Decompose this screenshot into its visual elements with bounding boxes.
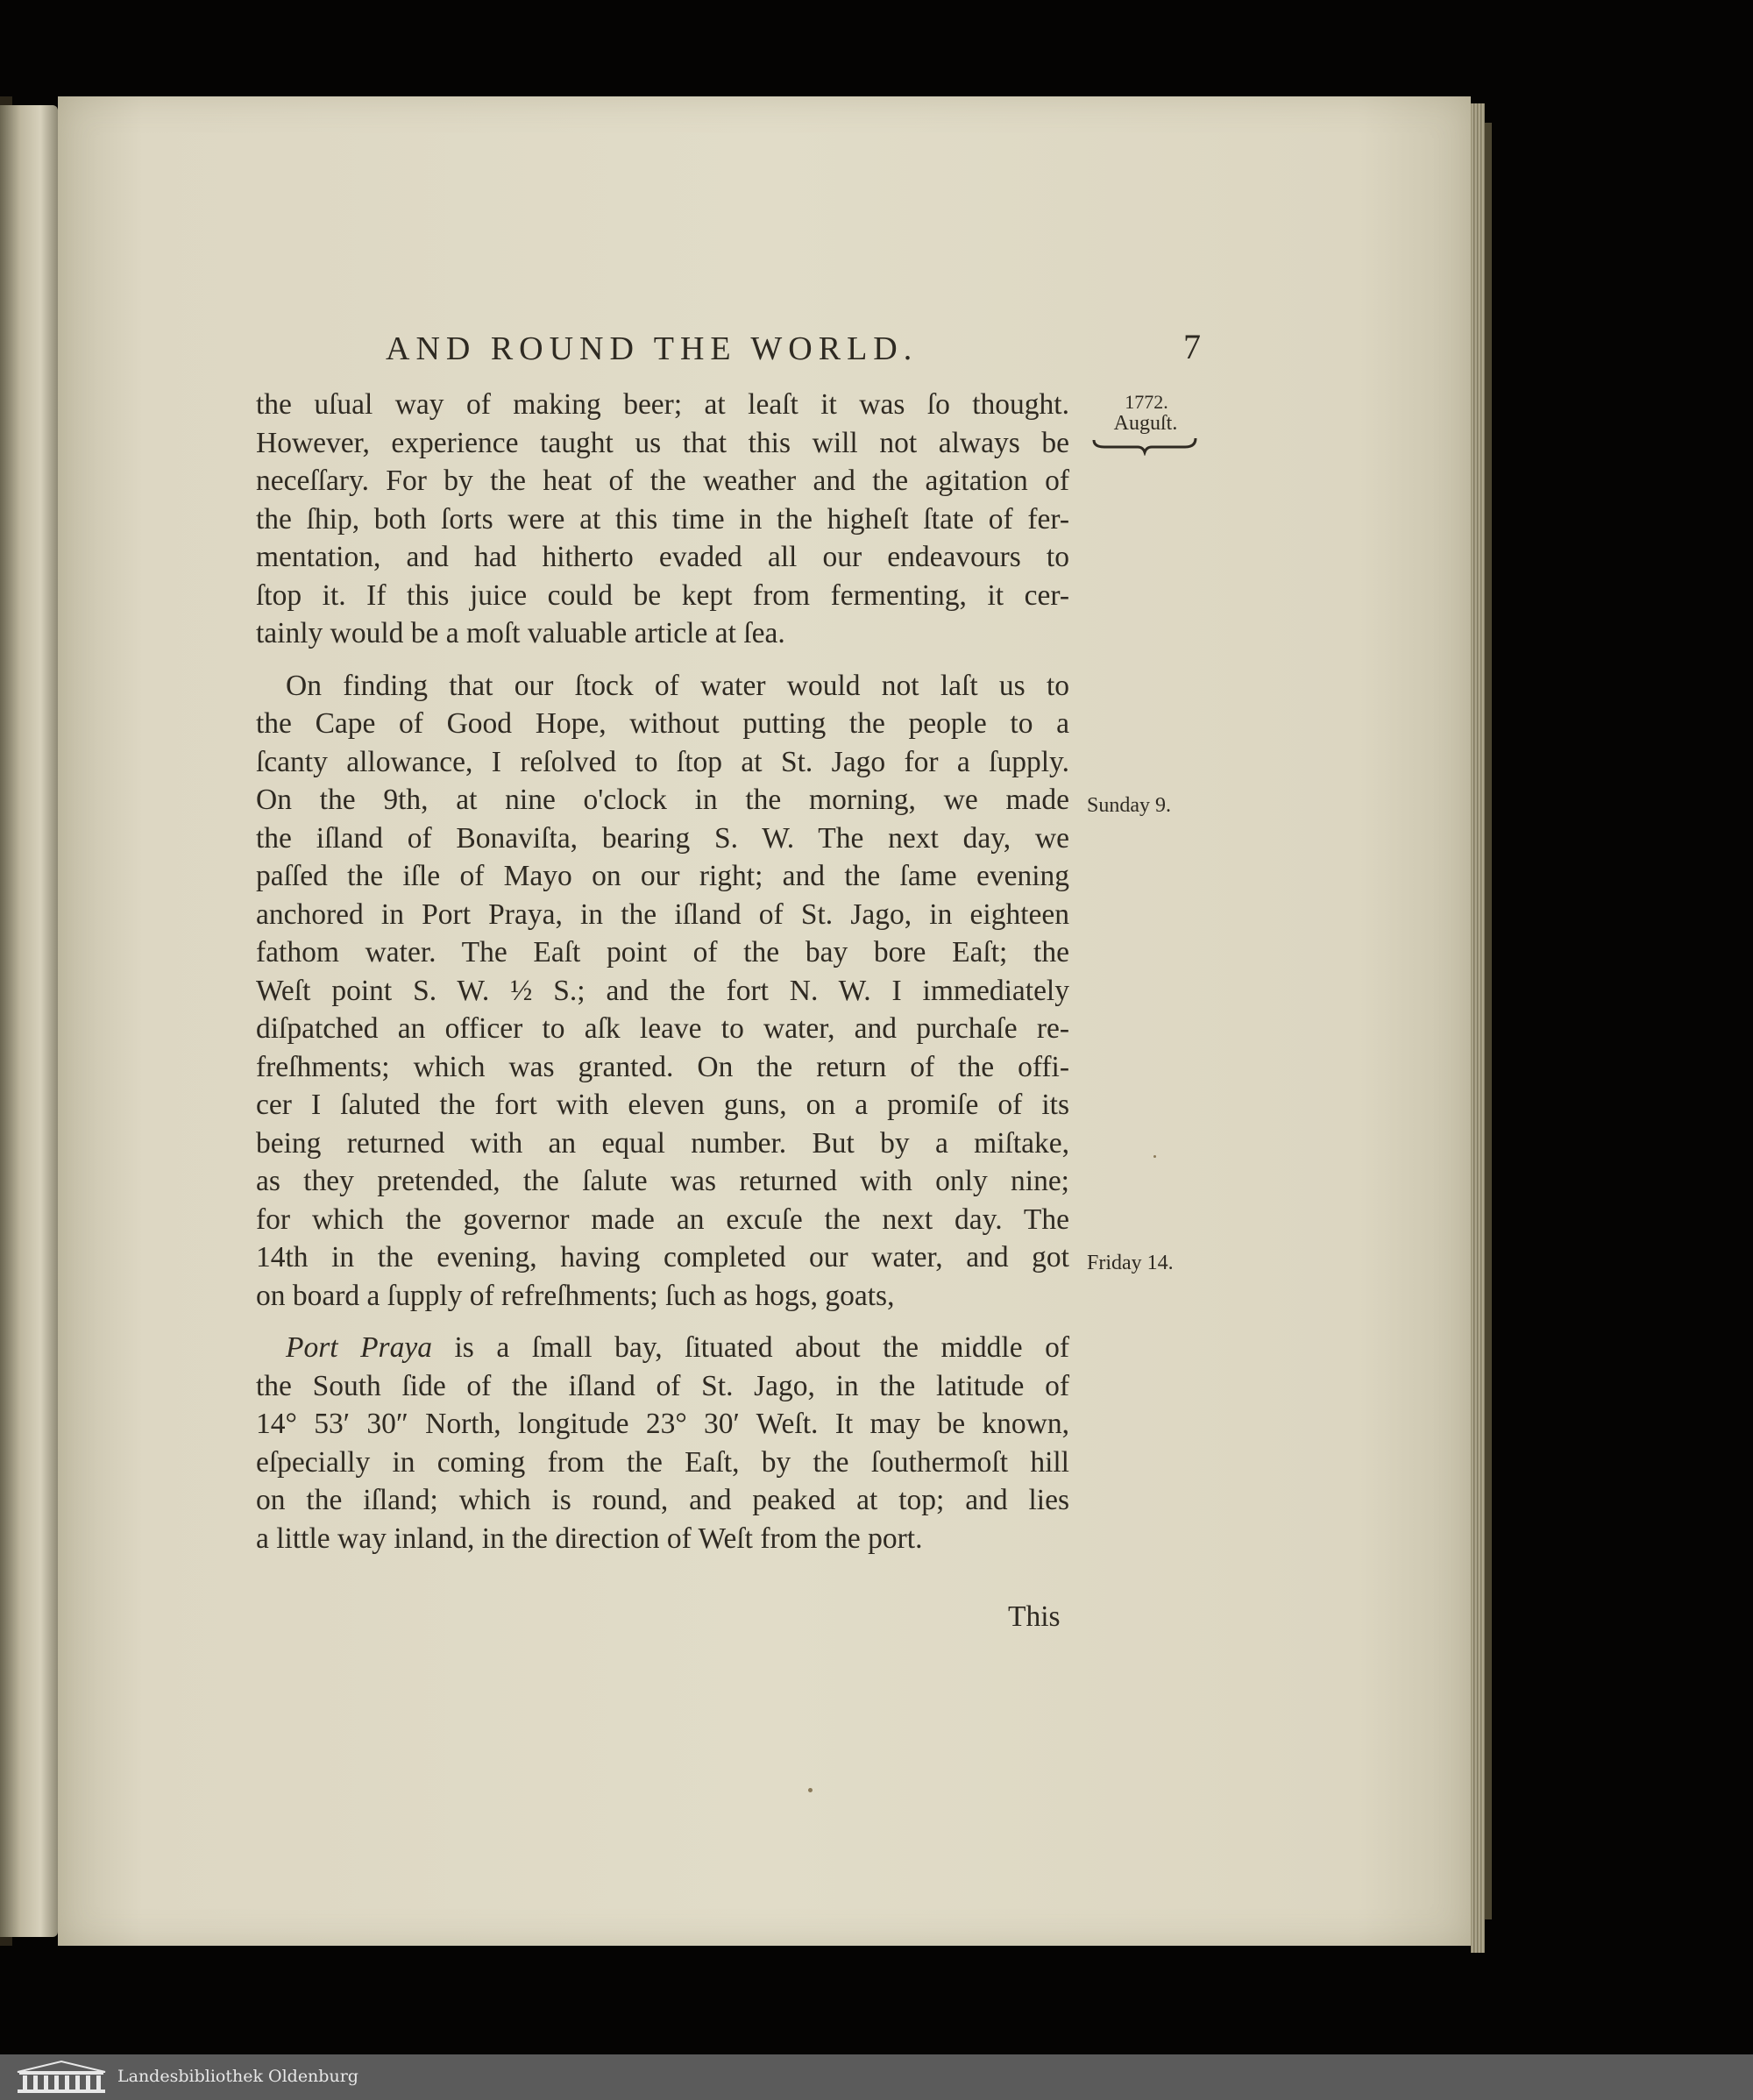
text-line: the iſland of Bonaviſta, bearing S. W. The next day, we: [256, 821, 1069, 855]
text-line: the uſual way of making beer; at leaſt it was ſo thought.: [256, 388, 1069, 421]
page-number: 7: [1183, 327, 1201, 366]
paragraph-1: [256, 386, 1069, 653]
text-line: cer I ſaluted the fort with eleven guns, on a promiſe of its: [256, 1089, 1069, 1121]
footer-library-name: Landesbibliothek Oldenburg: [117, 2067, 358, 2086]
text-line: tainly would be a moſt valuable article at ſea.: [256, 617, 785, 649]
library-building-icon: [14, 2060, 109, 2095]
catchword: This: [1008, 1600, 1061, 1633]
text-line: a little way inland, in the direction of Weſt from the port.: [256, 1522, 923, 1555]
italic-place-name: Port Praya: [286, 1331, 432, 1364]
margin-year: 1772.: [1125, 391, 1168, 413]
text-line: the South ſide of the iſland of St. Jago, in the latitude of: [256, 1369, 1069, 1402]
text-line: 14th in the evening, having completed our water, and got: [256, 1241, 1069, 1273]
margin-note-sunday: Sunday 9.: [1087, 794, 1171, 817]
margin-month: Auguſt.: [1113, 412, 1178, 435]
text-line: eſpecially in coming from the Eaſt, by the ſouthermoſt hill: [256, 1445, 1069, 1479]
text-line: for which the governor made an excuſe the next day. The: [256, 1203, 1069, 1236]
text-line: as they pretended, the ſalute was returned with only nine;: [256, 1165, 1069, 1197]
paper-speck: [808, 1788, 813, 1792]
text-line: fathom water. The Eaſt point of the bay bore Eaſt; the: [256, 936, 1069, 968]
text-line: ſcanty allowance, I reſolved to ſtop at St. Jago for a ſupply.: [256, 745, 1069, 778]
page-fore-edge-shadow: [1485, 123, 1492, 1919]
text-line: on board a ſupply of refreſhments; ſuch as hogs, goats,: [256, 1279, 895, 1312]
text-line: diſpatched an officer to aſk leave to water, and purchaſe re-: [256, 1012, 1069, 1045]
text-line: on the iſland; which is round, and peaked at top; and lies: [256, 1484, 1069, 1516]
text-line: [256, 1329, 1069, 1367]
text-line: Weſt point S. W. ½ S.; and the fort N. W. I immediately: [256, 974, 1069, 1007]
text-line: ſtop it. If this juice could be kept from fermenting, it cer-: [256, 578, 1069, 612]
text-line: freſhments; which was granted. On the return of the offi-: [256, 1050, 1069, 1083]
paragraph-3: [256, 1329, 1069, 1557]
text-line: being returned with an equal number. But by a miſtake,: [256, 1126, 1069, 1160]
text-line: However, experience taught us that this will not always be: [256, 426, 1069, 459]
text-line: 14° 53′ 30″ North, longitude 23° 30′ Weſt. It may be known,: [256, 1408, 1069, 1440]
text-line: paſſed the iſle of Mayo on our right; and the ſame evening: [256, 860, 1069, 892]
text-line-rest: is a ſmall bay, ſituated about the middle of: [454, 1331, 1069, 1364]
paper-speck: [1153, 1155, 1156, 1158]
text-line: the Cape of Good Hope, without putting the people to a: [256, 707, 1069, 740]
text-line: On the 9th, at nine o'clock in the morning, we made: [256, 784, 1069, 816]
text-line: On finding that our ſtock of water would not laſt us to: [286, 669, 1069, 702]
running-head: AND ROUND THE WORLD.: [386, 330, 919, 367]
text-line: neceſſary. For by the heat of the weather and the agitation of: [256, 465, 1069, 497]
text-line: anchored in Port Praya, in the iſland of St. Jago, in eighteen: [256, 897, 1069, 931]
text-line: the ſhip, both ſorts were at this time in the higheſt ſtate of fer-: [256, 502, 1069, 536]
footer-bar: [0, 2054, 1753, 2100]
margin-brace-icon: [1092, 435, 1197, 456]
margin-note-friday: Friday 14.: [1087, 1252, 1174, 1274]
page-fore-edge: [1471, 103, 1485, 1953]
text-line: mentation, and had hitherto evaded all our endeavours to: [256, 541, 1069, 573]
body-text: [256, 386, 1069, 1571]
facing-page-edge: [0, 105, 58, 1937]
paragraph-2: [256, 667, 1069, 1316]
